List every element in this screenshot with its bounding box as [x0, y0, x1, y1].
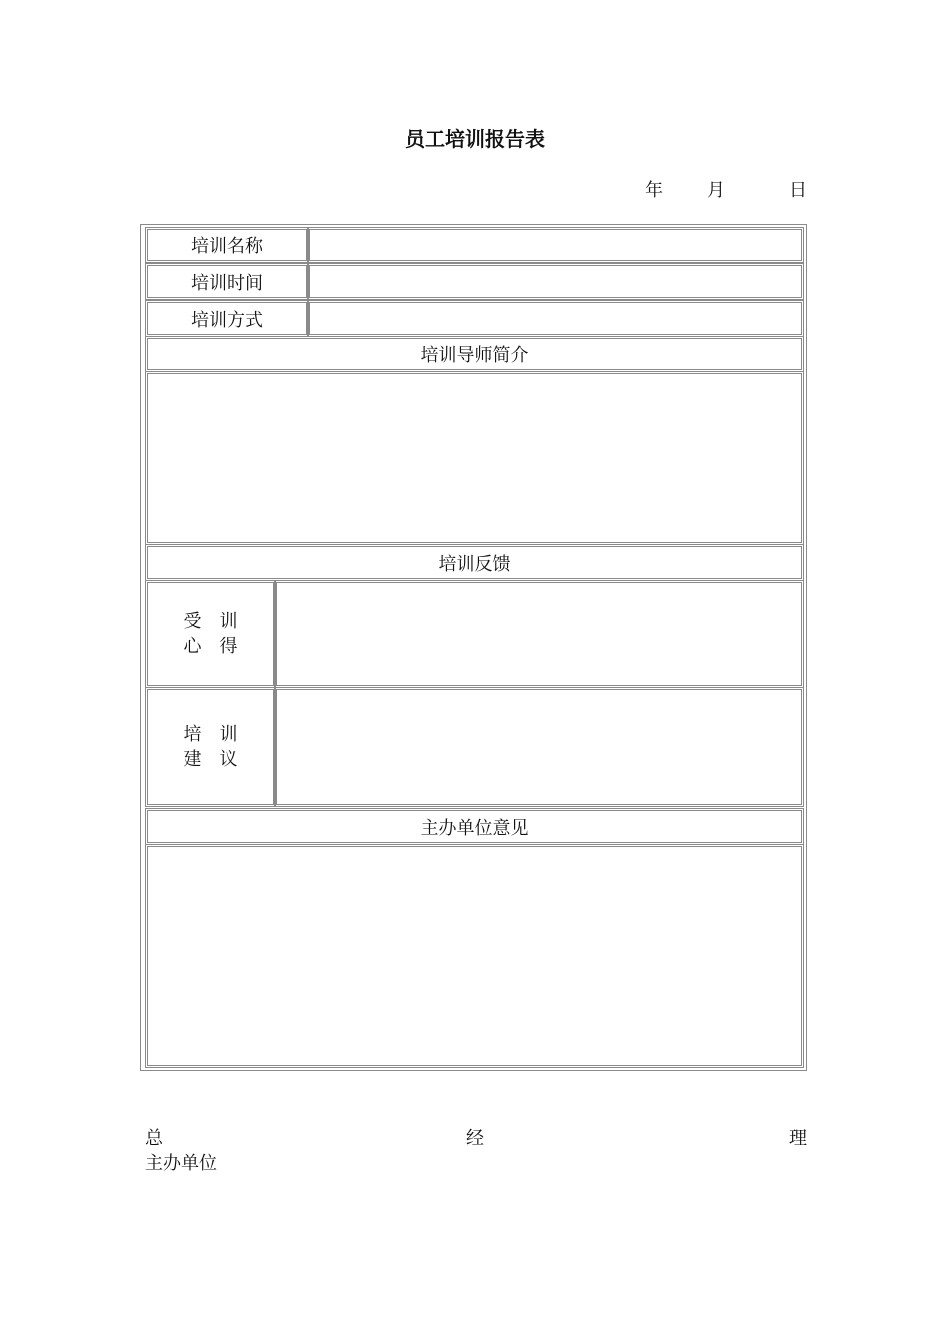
- general-manager-char-3: 理: [789, 1128, 807, 1149]
- trainee-experience-area[interactable]: [274, 580, 804, 688]
- training-name-label: 培训名称: [145, 227, 309, 263]
- training-suggestion-label: [145, 687, 276, 807]
- general-manager-char-1: 总: [145, 1128, 163, 1149]
- training-method-field[interactable]: [307, 300, 804, 337]
- training-feedback-header: 培训反馈: [145, 544, 804, 581]
- general-manager-char-2: 经: [466, 1128, 484, 1149]
- training-suggestion-area[interactable]: [274, 687, 804, 807]
- document-title: 员工培训报告表: [405, 127, 545, 151]
- training-time-field[interactable]: [307, 263, 804, 300]
- report-form-table: [140, 224, 807, 1071]
- training-suggestion-label-line1: 培 训: [183, 724, 238, 745]
- date-year-label: 年: [645, 180, 663, 201]
- training-suggestion-label-line2: 建 议: [183, 749, 238, 770]
- instructor-intro-area[interactable]: [145, 371, 804, 545]
- trainee-experience-label-line1: 受 训: [183, 611, 238, 632]
- organizer-signature-label: 主办单位: [145, 1153, 217, 1174]
- training-time-label: 培训时间: [145, 263, 309, 300]
- organizer-opinion-header: 主办单位意见: [145, 808, 804, 845]
- organizer-opinion-area[interactable]: [145, 844, 804, 1068]
- training-name-field[interactable]: [307, 227, 804, 263]
- instructor-intro-header: 培训导师简介: [145, 336, 804, 372]
- trainee-experience-label-line2: 心 得: [183, 636, 238, 657]
- training-method-label: 培训方式: [145, 300, 309, 337]
- date-month-label: 月: [707, 180, 725, 201]
- trainee-experience-label: [145, 580, 276, 688]
- date-day-label: 日: [789, 180, 807, 201]
